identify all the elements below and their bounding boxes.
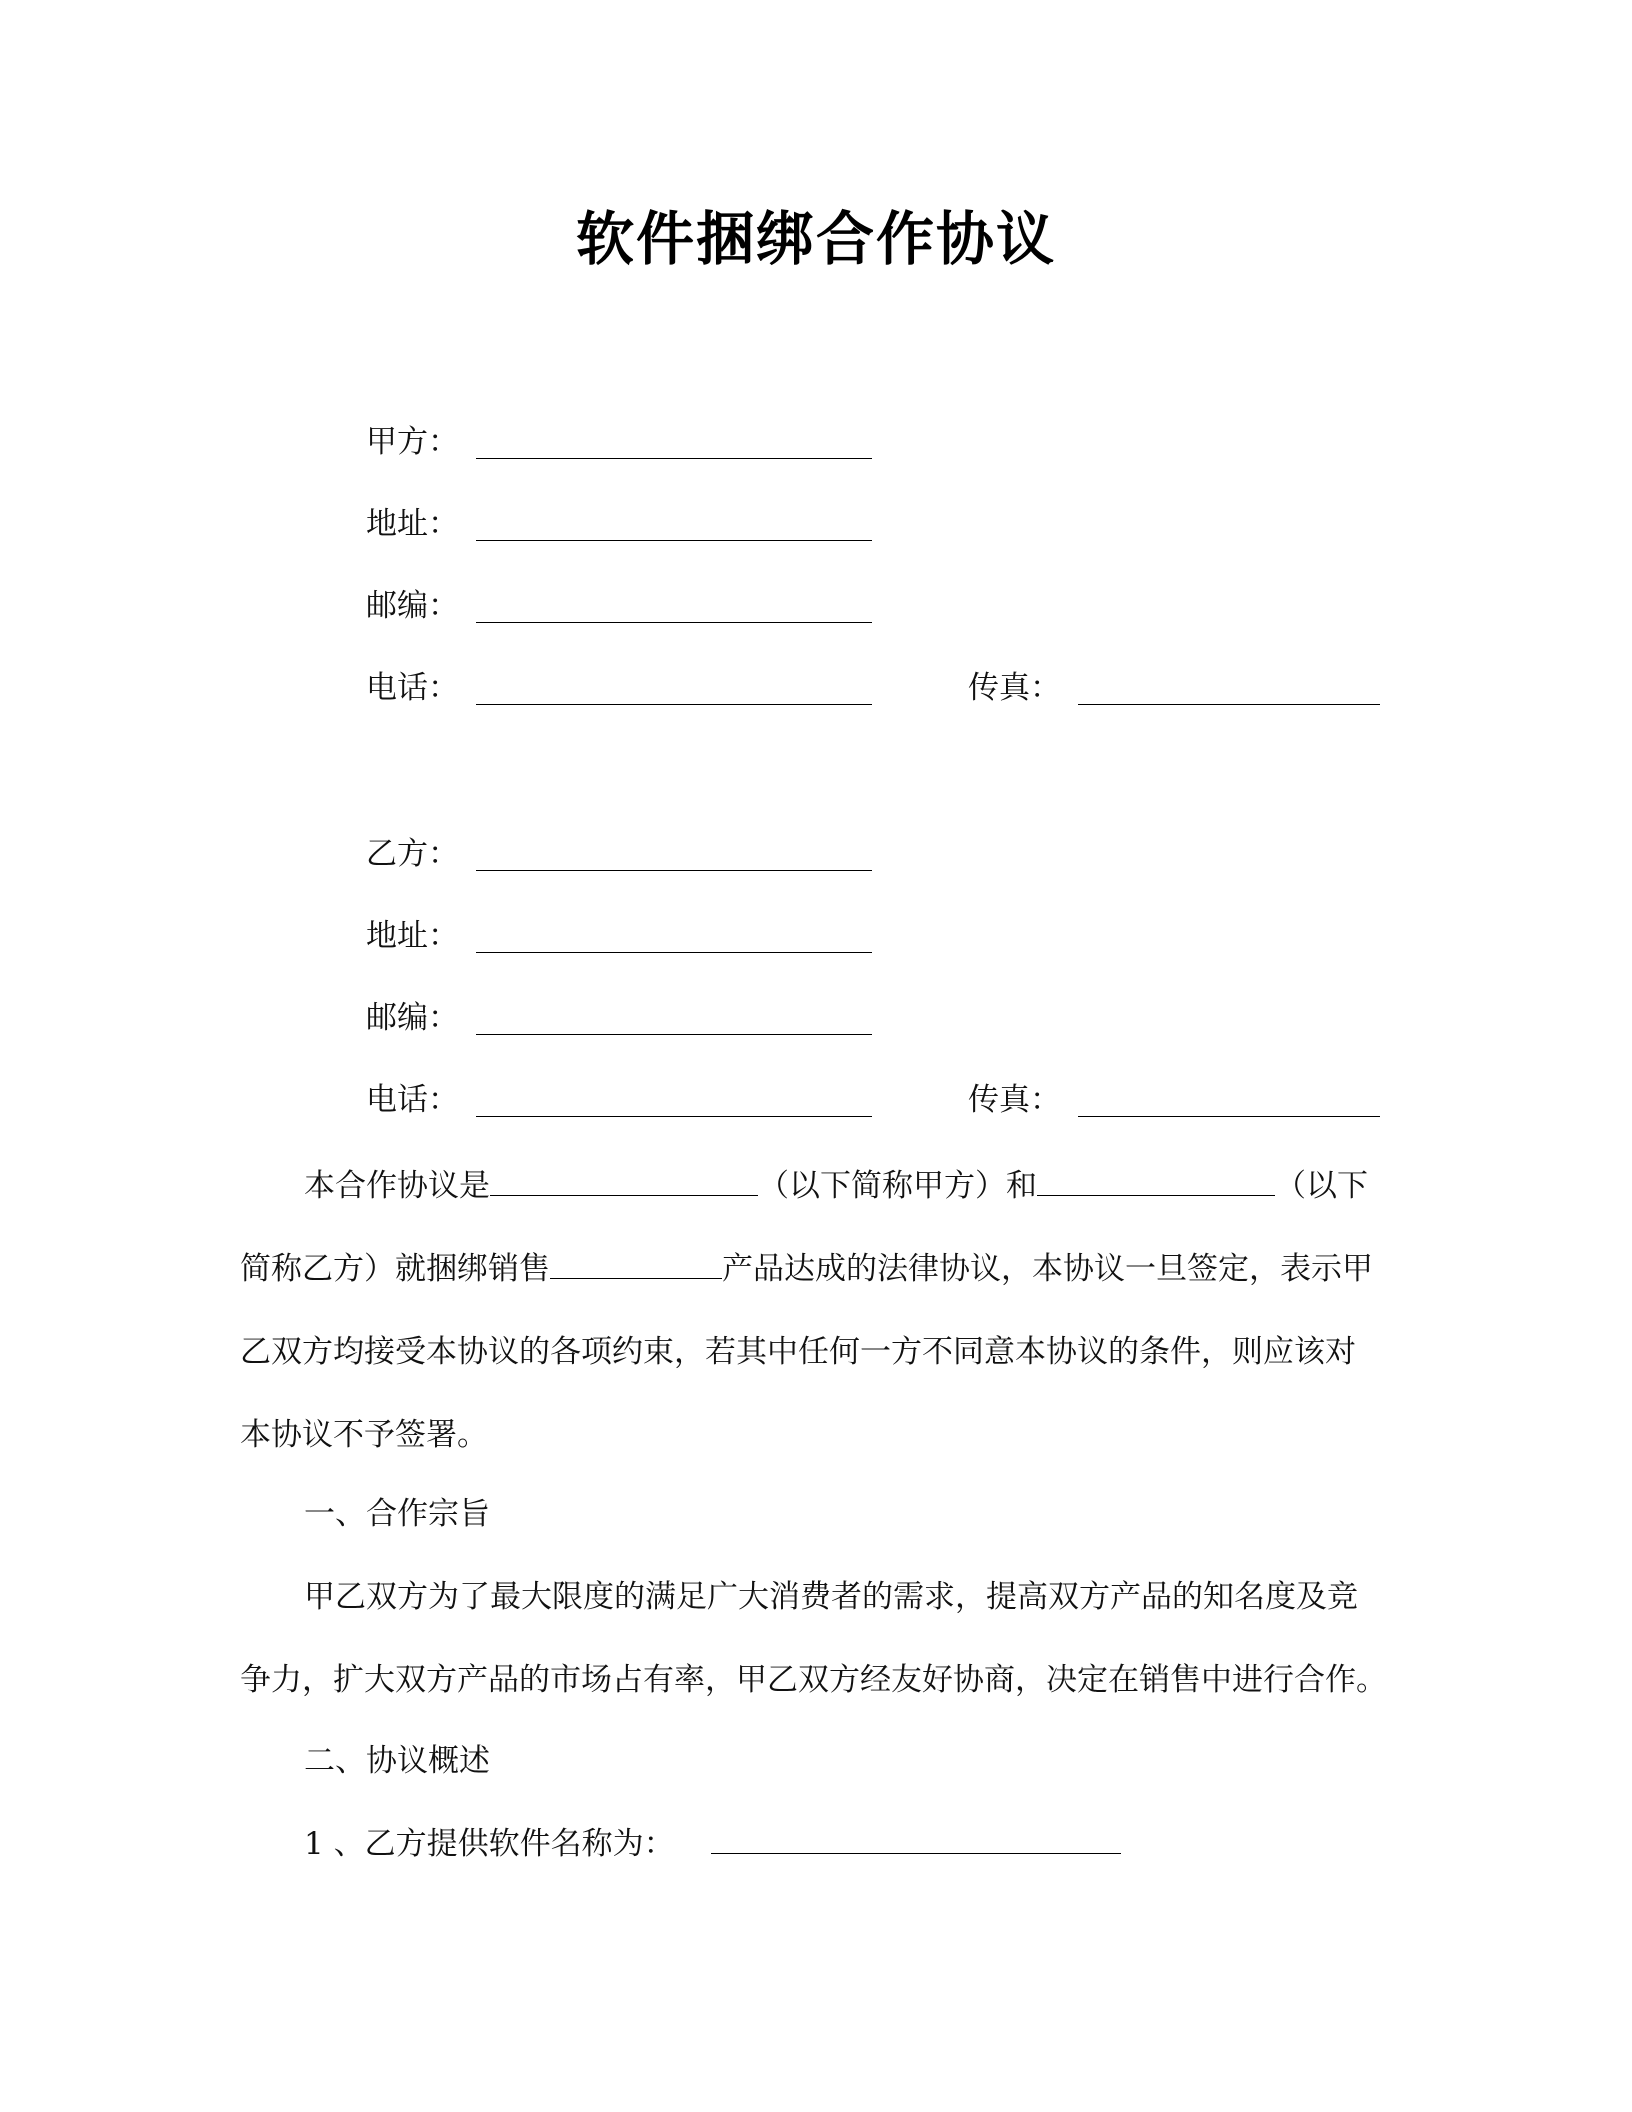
party-b-postcode-field[interactable]: [476, 1034, 872, 1035]
item-1: [240, 1803, 1384, 1886]
party-b-label: 乙方：: [366, 836, 459, 872]
intro-line: 乙双方均接受本协议的各项约束，若其中任何一方不同意本协议的条件，则应该对: [240, 1334, 1356, 1370]
software-name-blank[interactable]: [711, 1821, 1121, 1854]
party-b-address-row: [366, 916, 886, 956]
intro-text: （以下简称甲方）和: [758, 1168, 1037, 1204]
postcode-label: 邮编：: [366, 1000, 459, 1036]
party-a-name-blank[interactable]: [490, 1163, 758, 1196]
party-a-postcode-row: [366, 586, 886, 626]
party-b-fax-field[interactable]: [1078, 1116, 1380, 1117]
party-a-phone-field[interactable]: [476, 704, 872, 705]
document-title: 软件捆绑合作协议: [575, 205, 1056, 273]
intro-text: 本合作协议是: [304, 1168, 490, 1204]
intro-text: （以下: [1275, 1168, 1368, 1204]
party-b-name-blank[interactable]: [1037, 1163, 1275, 1196]
address-label: 地址：: [366, 506, 459, 542]
intro-line: [240, 1145, 1384, 1228]
product-name-blank[interactable]: [550, 1246, 722, 1279]
phone-label: 电话：: [366, 1082, 459, 1118]
party-a-address-field[interactable]: [476, 540, 872, 541]
party-b-field[interactable]: [476, 870, 872, 871]
intro-text: 产品达成的法律协议，本协议一旦签定，表示甲: [722, 1251, 1373, 1287]
party-a-postcode-field[interactable]: [476, 622, 872, 623]
phone-label: 电话：: [366, 670, 459, 706]
party-b-contact-row: [366, 1080, 1380, 1120]
section-heading: 一、合作宗旨: [304, 1496, 490, 1532]
section-text-line: 争力，扩大双方产品的市场占有率，甲乙双方经友好协商，决定在销售中进行合作。: [240, 1662, 1387, 1698]
item-1-label: 1 、乙方提供软件名称为：: [304, 1826, 675, 1862]
party-b-phone-field[interactable]: [476, 1116, 872, 1117]
postcode-label: 邮编：: [366, 588, 459, 624]
section-2: [240, 1720, 1384, 1886]
party-a-label: 甲方：: [366, 424, 459, 460]
party-a-contact-row: [366, 668, 1380, 708]
section-1: [240, 1473, 1387, 1722]
party-a-field[interactable]: [476, 458, 872, 459]
party-b-row: [366, 834, 886, 874]
party-b-address-field[interactable]: [476, 952, 872, 953]
party-a-fax-field[interactable]: [1078, 704, 1380, 705]
section-heading: 二、协议概述: [304, 1743, 490, 1779]
party-b-postcode-row: [366, 998, 886, 1038]
intro-paragraph: [240, 1145, 1384, 1477]
party-a-row: [366, 422, 886, 462]
intro-text: 简称乙方）就捆绑销售: [240, 1251, 550, 1287]
party-a-address-row: [366, 504, 886, 544]
fax-label: 传真：: [968, 1082, 1061, 1118]
address-label: 地址：: [366, 918, 459, 954]
intro-line: 本协议不予签署。: [240, 1417, 488, 1453]
section-text-line: 甲乙双方为了最大限度的满足广大消费者的需求，提高双方产品的知名度及竞: [304, 1579, 1358, 1615]
intro-line: [240, 1228, 1384, 1311]
fax-label: 传真：: [968, 670, 1061, 706]
